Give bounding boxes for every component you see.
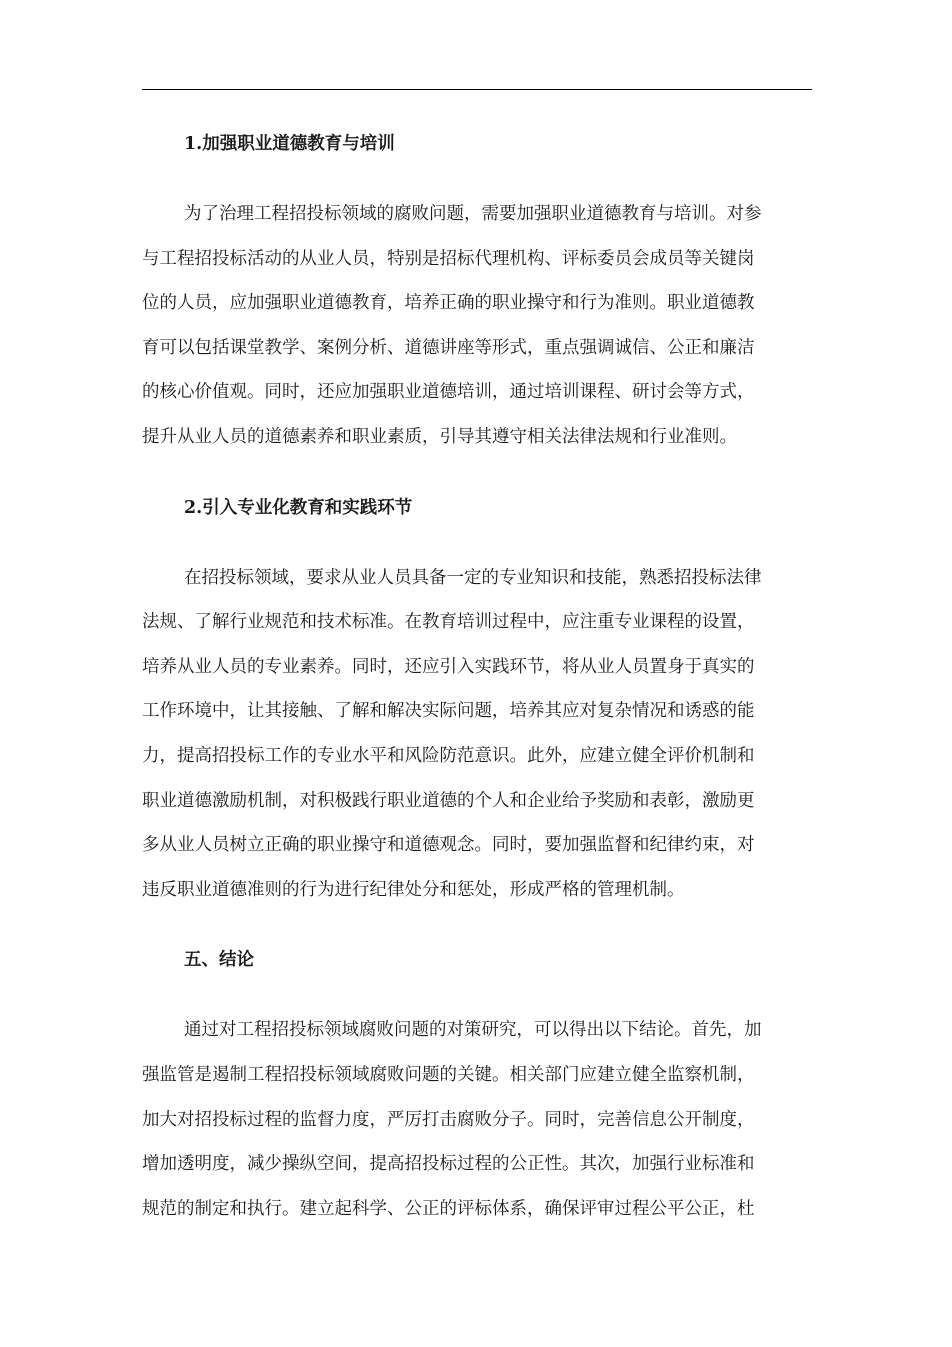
text-line: 与工程招投标活动的从业人员，特别是招标代理机构、评标委员会成员等关键岗 bbox=[142, 248, 755, 269]
text-line: 为了治理工程招投标领域的腐败问题，需要加强职业道德教育与培训。对参 bbox=[184, 204, 762, 224]
section-heading: 2.引入专业化教育和实践环节 bbox=[184, 497, 413, 518]
text-line: 增加透明度，减少操纵空间，提高招投标过程的公正性。其次，加强行业标准和 bbox=[142, 1154, 755, 1175]
text-line: 提升从业人员的道德素养和职业素质，引导其遵守相关法律法规和行业准则。 bbox=[142, 426, 737, 447]
paragraph bbox=[142, 556, 812, 913]
document-body bbox=[142, 122, 812, 1231]
text-line: 在招投标领域，要求从业人员具备一定的专业知识和技能，熟悉招投标法律 bbox=[184, 567, 762, 588]
text-line: 培养从业人员的专业素养。同时，还应引入实践环节，将从业人员置身于真实的 bbox=[142, 656, 755, 677]
text-line: 违反职业道德准则的行为进行纪律处分和惩处，形成严格的管理机制。 bbox=[142, 879, 685, 900]
header-rule bbox=[142, 89, 812, 90]
text-line: 法规、了解行业规范和技术标准。在教育培训过程中，应注重专业课程的设置， bbox=[142, 612, 755, 633]
text-line: 的核心价值观。同时，还应加强职业道德培训，通过培训课程、研讨会等方式， bbox=[142, 382, 755, 403]
paragraph bbox=[142, 192, 812, 460]
text-line: 规范的制定和执行。建立起科学、公正的评标体系，确保评审过程公平公正，杜 bbox=[142, 1198, 755, 1219]
section-heading: 1.加强职业道德教育与培训 bbox=[184, 134, 395, 154]
text-line: 育可以包括课堂教学、案例分析、道德讲座等形式，重点强调诚信、公正和廉洁 bbox=[142, 337, 755, 358]
text-line: 多从业人员树立正确的职业操守和道德观念。同时，要加强监督和纪律约束，对 bbox=[142, 835, 755, 856]
text-line: 工作环境中，让其接触、了解和解决实际问题，培养其应对复杂情况和诱惑的能 bbox=[142, 701, 755, 722]
text-line: 位的人员，应加强职业道德教育，培养正确的职业操守和行为准则。职业道德教 bbox=[142, 293, 755, 314]
text-line: 强监管是遏制工程招投标领域腐败问题的关键。相关部门应建立健全监察机制， bbox=[142, 1064, 755, 1085]
text-line: 力，提高招投标工作的专业水平和风险防范意识。此外，应建立健全评价机制和 bbox=[142, 745, 755, 766]
paragraph bbox=[142, 1008, 812, 1231]
text-line: 通过对工程招投标领域腐败问题的对策研究，可以得出以下结论。首先，加 bbox=[184, 1020, 762, 1041]
text-line: 职业道德激励机制，对积极践行职业道德的个人和企业给予奖励和表彰，激励更 bbox=[142, 790, 755, 811]
text-line: 加大对招投标过程的监督力度，严厉打击腐败分子。同时，完善信息公开制度， bbox=[142, 1109, 755, 1130]
section-heading: 五、结论 bbox=[184, 950, 254, 971]
